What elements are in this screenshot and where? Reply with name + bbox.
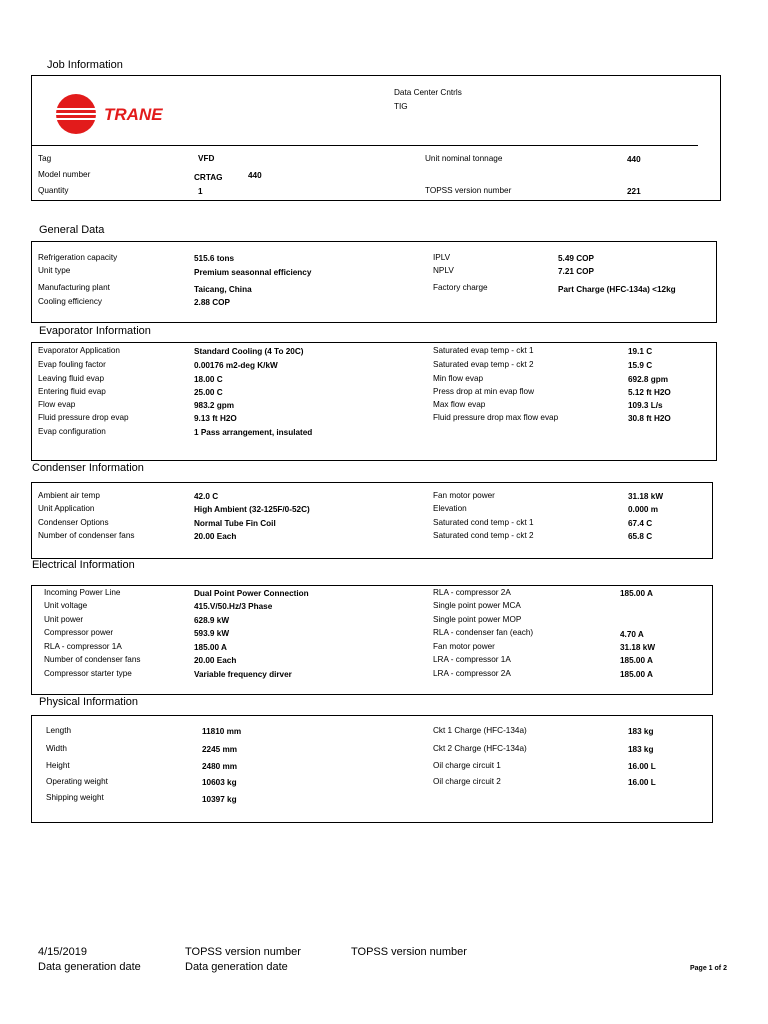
phys-label: Height: [46, 761, 70, 770]
evap-value: 25.00 C: [194, 388, 223, 397]
elec-label: Single point power MOP: [433, 615, 522, 624]
evap-label: Evap fouling factor: [38, 360, 106, 369]
elec-label: Compressor power: [44, 628, 114, 637]
job-heading: Job Information: [47, 59, 123, 71]
evap-label: Fluid pressure drop max flow evap: [433, 413, 559, 422]
evap-value: 18.00 C: [194, 375, 223, 384]
cond-value: Normal Tube Fin Coil: [194, 519, 276, 528]
elec-label: RLA - compressor 1A: [44, 642, 122, 651]
model-label: Model number: [38, 170, 91, 179]
topss-label: TOPSS version number: [425, 186, 512, 195]
phys-value: 10397 kg: [202, 795, 237, 804]
elec-label: Compressor starter type: [44, 669, 132, 678]
evap-value: 109.3 L/s: [628, 401, 663, 410]
general-label: Cooling efficiency: [38, 297, 103, 306]
cond-label: Elevation: [433, 504, 467, 513]
evap-value: 1 Pass arrangement, insulated: [194, 428, 313, 437]
cond-label: Condenser Options: [38, 518, 109, 527]
phys-label: Ckt 2 Charge (HFC-134a): [433, 744, 527, 753]
elec-value: 4.70 A: [620, 630, 644, 639]
elec-value: 593.9 kW: [194, 629, 230, 638]
evap-label: Press drop at min evap flow: [433, 387, 535, 396]
physical-heading: Physical Information: [39, 696, 139, 708]
job-box: [31, 75, 721, 201]
general-label: Manufacturing plant: [38, 283, 110, 292]
evaporator-box: [31, 342, 717, 461]
evap-value: Standard Cooling (4 To 20C): [194, 347, 304, 356]
elec-label: Unit power: [44, 615, 84, 624]
elec-value: 628.9 kW: [194, 616, 230, 625]
cond-value: 67.4 C: [628, 519, 653, 528]
condenser-heading: Condenser Information: [32, 462, 144, 474]
evap-label: Max flow evap: [433, 400, 486, 409]
physical-box: [31, 715, 713, 823]
tag-label: Tag: [38, 154, 52, 163]
trane-logo: [54, 94, 204, 136]
phys-value: 10603 kg: [202, 778, 237, 787]
phys-label: Oil charge circuit 2: [433, 777, 501, 786]
elec-value: 31.18 kW: [620, 643, 656, 652]
quantity-label: Quantity: [38, 186, 69, 195]
evap-label: Saturated evap temp - ckt 2: [433, 360, 534, 369]
logo-text: TRANE: [104, 105, 163, 124]
general-value: Part Charge (HFC-134a) <12kg: [558, 285, 676, 294]
general-heading: General Data: [39, 224, 105, 236]
elec-label: Unit voltage: [44, 601, 88, 610]
cond-label: Number of condenser fans: [38, 531, 135, 540]
elec-label: RLA - compressor 2A: [433, 588, 511, 597]
page-number: Page 1 of 2: [690, 965, 727, 972]
cond-label: Unit Application: [38, 504, 95, 513]
evap-label: Saturated evap temp - ckt 1: [433, 346, 534, 355]
evap-label: Fluid pressure drop evap: [38, 413, 129, 422]
evaporator-heading: Evaporator Information: [39, 325, 151, 337]
general-label: NPLV: [433, 266, 454, 275]
general-label: IPLV: [433, 253, 451, 262]
phys-label: Shipping weight: [46, 793, 104, 802]
elec-value: 185.00 A: [620, 589, 653, 598]
elec-label: LRA - compressor 1A: [433, 655, 511, 664]
model-extra: 440: [248, 171, 262, 180]
model-value: CRTAG: [194, 173, 223, 182]
elec-value: 20.00 Each: [194, 656, 237, 665]
evap-value: 30.8 ft H2O: [628, 414, 671, 423]
phys-label: Oil charge circuit 1: [433, 761, 501, 770]
elec-value: Dual Point Power Connection: [194, 589, 309, 598]
evap-label: Leaving fluid evap: [38, 374, 105, 383]
topss-value: 221: [627, 187, 641, 196]
general-value: 5.49 COP: [558, 254, 594, 263]
general-value: 515.6 tons: [194, 254, 235, 263]
phys-label: Ckt 1 Charge (HFC-134a): [433, 726, 527, 735]
evap-label: Evaporator Application: [38, 346, 120, 355]
phys-label: Length: [46, 726, 72, 735]
elec-value: 185.00 A: [620, 670, 653, 679]
cond-value: 42.0 C: [194, 492, 219, 501]
footer-topss-1: TOPSS version number: [185, 946, 301, 958]
general-label: Factory charge: [433, 283, 488, 292]
phys-value: 16.00 L: [628, 762, 656, 771]
elec-label: Number of condenser fans: [44, 655, 141, 664]
evap-value: 5.12 ft H2O: [628, 388, 671, 397]
cond-value: 65.8 C: [628, 532, 653, 541]
general-box: [31, 241, 717, 323]
evap-value: 9.13 ft H2O: [194, 414, 237, 423]
elec-value: 415.V/50.Hz/3 Phase: [194, 602, 273, 611]
cond-value: 0.000 m: [628, 505, 659, 514]
evap-value: 19.1 C: [628, 347, 653, 356]
job-divider: [32, 145, 698, 146]
phys-label: Width: [46, 744, 67, 753]
job-line1: Data Center Cntrls: [394, 88, 462, 97]
cond-label: Saturated cond temp - ckt 2: [433, 531, 534, 540]
elec-label: Incoming Power Line: [44, 588, 121, 597]
phys-value: 2480 mm: [202, 762, 238, 771]
cond-value: 20.00 Each: [194, 532, 237, 541]
general-value: 7.21 COP: [558, 267, 594, 276]
cond-label: Saturated cond temp - ckt 1: [433, 518, 534, 527]
elec-value: Variable frequency dirver: [194, 670, 292, 679]
evap-value: 983.2 gpm: [194, 401, 235, 410]
evap-label: Min flow evap: [433, 374, 484, 383]
phys-value: 183 kg: [628, 745, 654, 754]
footer-topss-2: TOPSS version number: [351, 946, 467, 958]
electrical-heading: Electrical Information: [32, 559, 135, 571]
evap-label: Evap configuration: [38, 427, 106, 436]
quantity-value: 1: [198, 187, 203, 196]
cond-value: 31.18 kW: [628, 492, 664, 501]
phys-value: 11810 mm: [202, 727, 242, 736]
general-label: Refrigeration capacity: [38, 253, 118, 262]
phys-label: Operating weight: [46, 777, 108, 786]
elec-label: RLA - condenser fan (each): [433, 628, 534, 637]
general-label: Unit type: [38, 266, 71, 275]
evap-label: Entering fluid evap: [38, 387, 106, 396]
general-value: Taicang, China: [194, 285, 252, 294]
footer-date: 4/15/2019: [38, 946, 87, 958]
cond-value: High Ambient (32-125F/0-52C): [194, 505, 310, 514]
footer-date-label-2: Data generation date: [185, 961, 288, 973]
evap-value: 692.8 gpm: [628, 375, 669, 384]
evap-value: 15.9 C: [628, 361, 653, 370]
evap-value: 0.00176 m2-deg K/kW: [194, 361, 278, 370]
general-value: 2.88 COP: [194, 298, 230, 307]
elec-label: Single point power MCA: [433, 601, 521, 610]
job-line2: TIG: [394, 102, 408, 111]
general-value: Premium seasonnal efficiency: [194, 268, 312, 277]
electrical-box: [31, 585, 713, 695]
footer-date-label: Data generation date: [38, 961, 141, 973]
phys-value: 16.00 L: [628, 778, 656, 787]
elec-value: 185.00 A: [194, 643, 227, 652]
tonnage-label: Unit nominal tonnage: [425, 154, 503, 163]
phys-value: 2245 mm: [202, 745, 238, 754]
tonnage-value: 440: [627, 155, 641, 164]
tag-value: VFD: [198, 154, 215, 163]
cond-label: Ambient air temp: [38, 491, 100, 500]
elec-label: LRA - compressor 2A: [433, 669, 511, 678]
evap-label: Flow evap: [38, 400, 76, 409]
cond-label: Fan motor power: [433, 491, 495, 500]
elec-label: Fan motor power: [433, 642, 495, 651]
phys-value: 183 kg: [628, 727, 654, 736]
condenser-box: [31, 482, 713, 559]
elec-value: 185.00 A: [620, 656, 653, 665]
